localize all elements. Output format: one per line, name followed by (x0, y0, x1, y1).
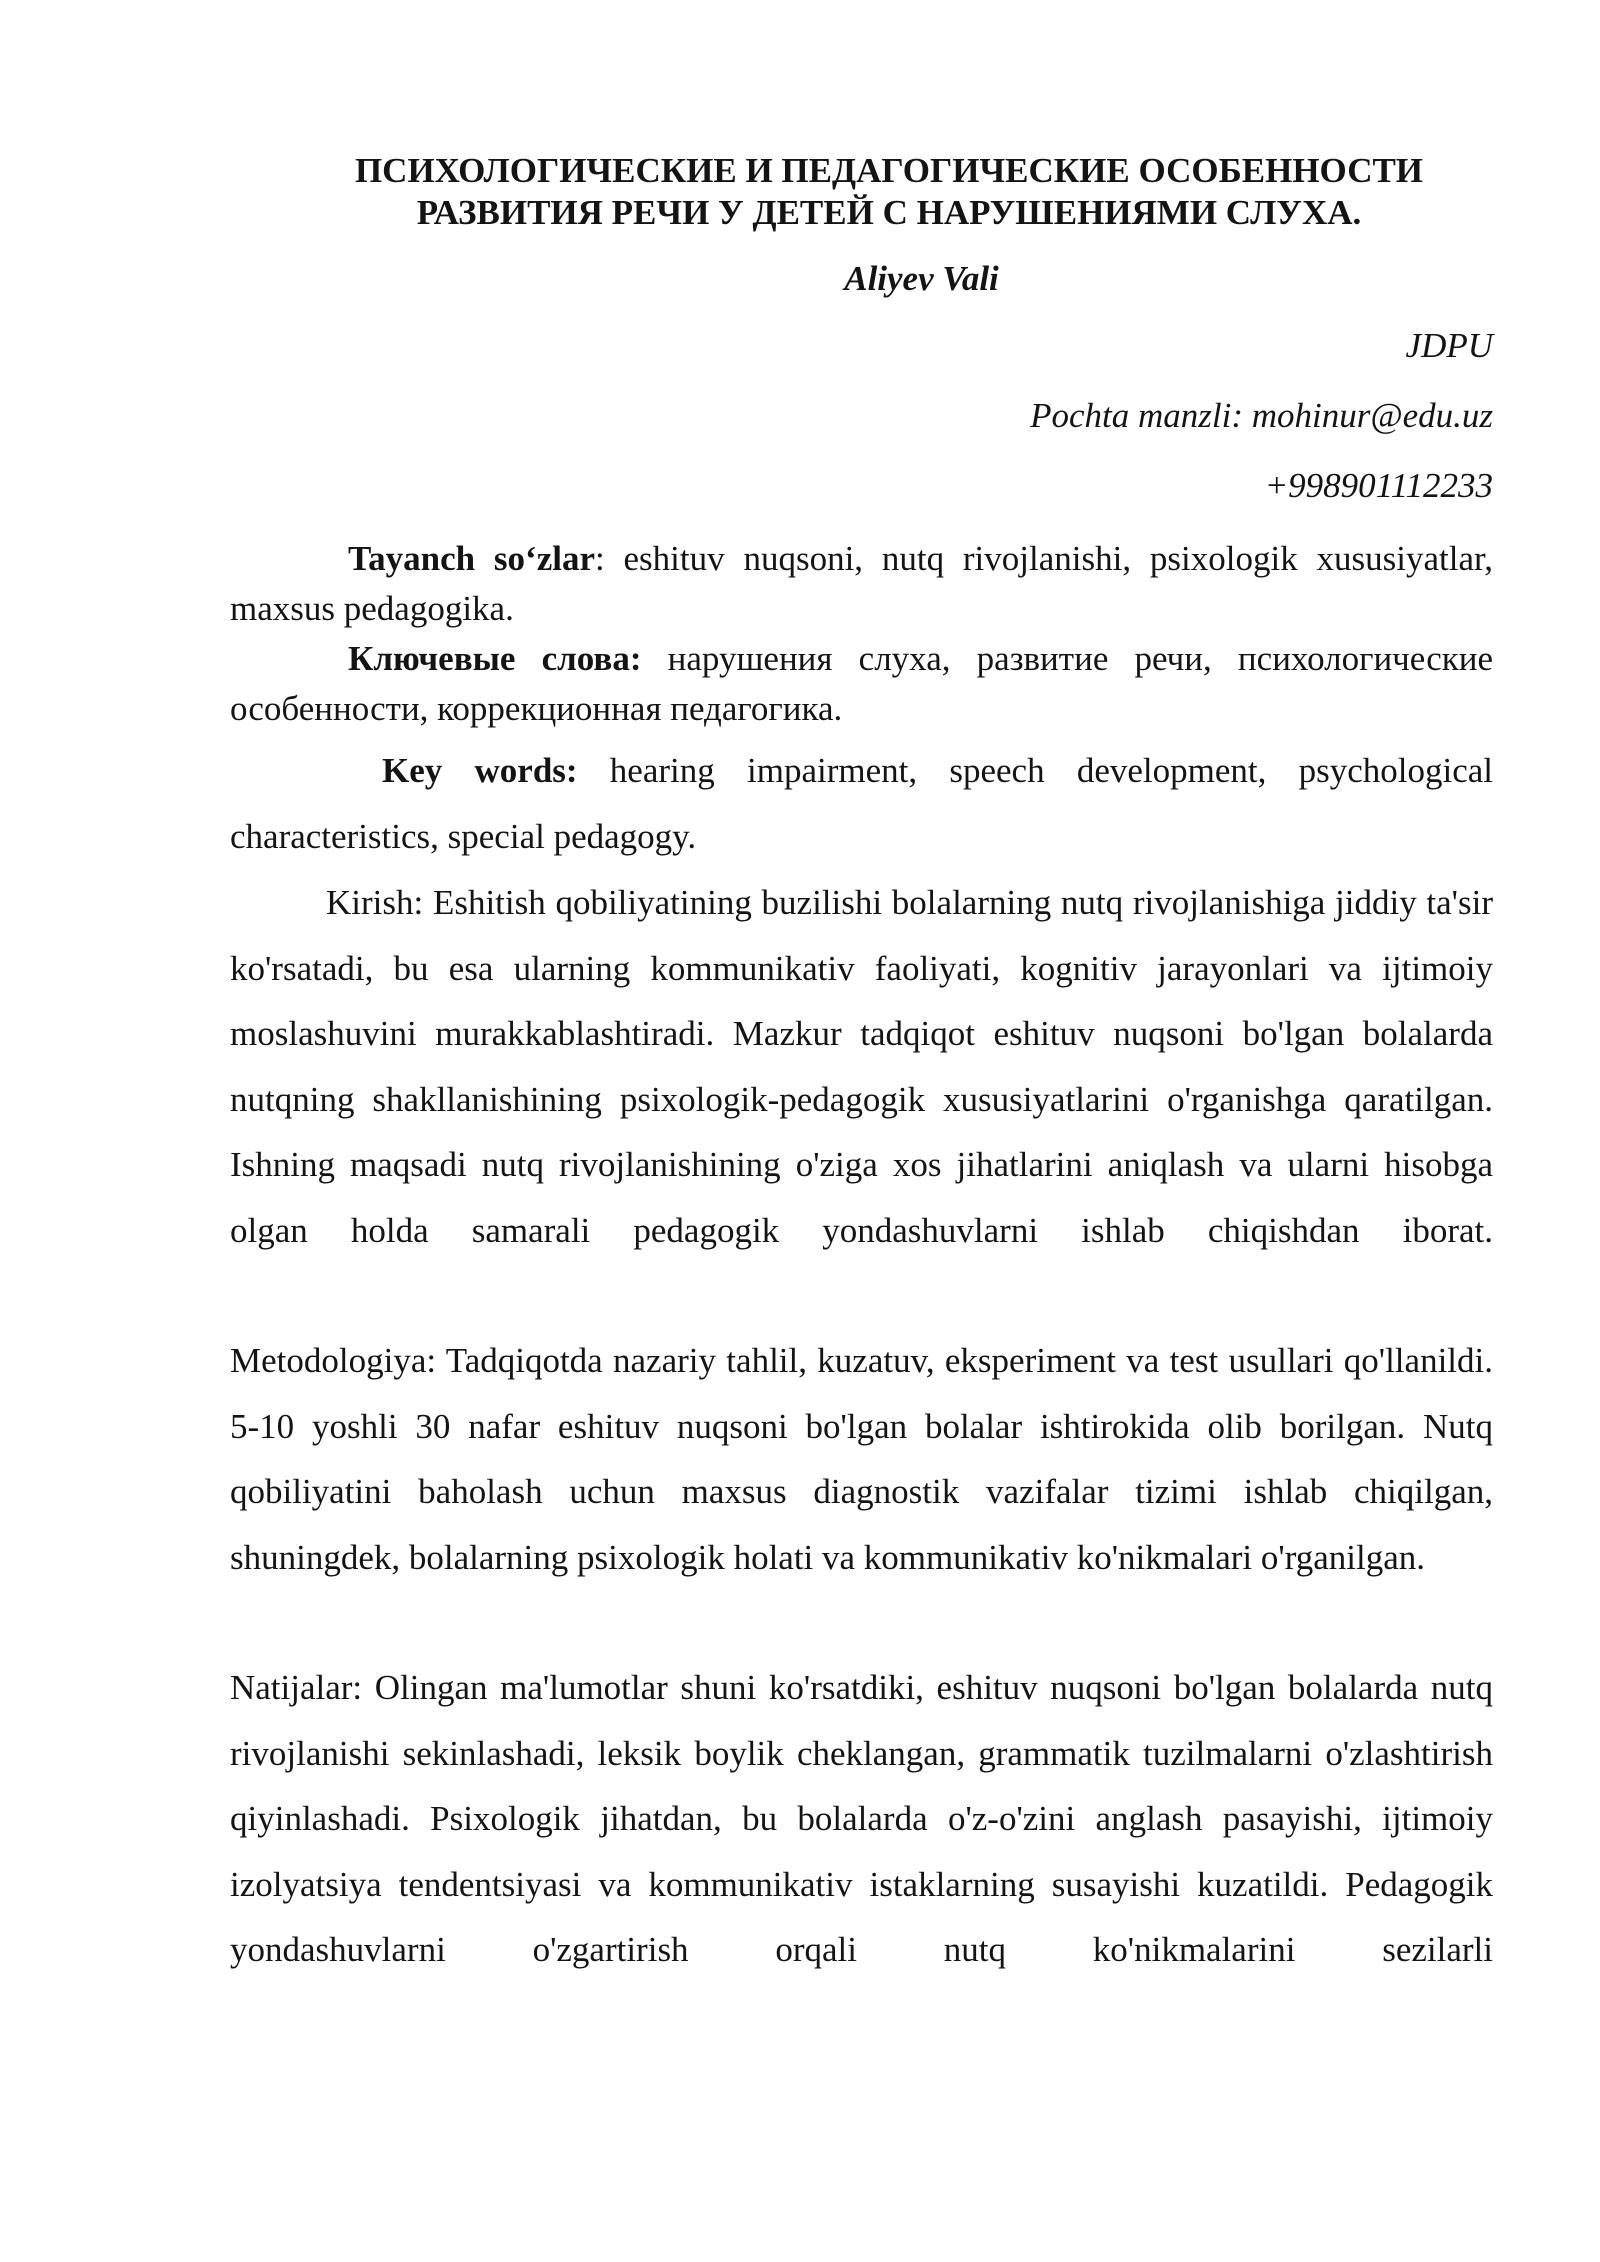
keywords-ru (230, 634, 1493, 734)
keywords-ru-text: нарушения слуха, развитие речи, психологические особенности, коррекционная педагогика. (230, 639, 1493, 728)
affiliation: JDPU (1405, 326, 1493, 365)
title-line-1: ПСИХОЛОГИЧЕСКИЕ И ПЕДАГОГИЧЕСКИЕ ОСОБЕННОСТИ (354, 151, 1424, 190)
keywords-uz-label: Tayanch so‘zlar (348, 539, 595, 578)
author-name: Aliyev Vali (844, 259, 999, 298)
email-line: Pochta manzli: mohinur@edu.uz (1030, 396, 1493, 435)
title-line-2: РАЗВИТИЯ РЕЧИ У ДЕТЕЙ С НАРУШЕНИЯМИ СЛУХА. (416, 193, 1362, 232)
keywords-uz (230, 534, 1493, 634)
article-title (230, 150, 1493, 234)
keywords-en (230, 738, 1493, 870)
article-body (230, 150, 1493, 1983)
results-paragraph: Natijalar: Olingan ma'lumotlar shuni ko'rsatdiki, eshituv nuqsoni bo'lgan bolalarda nutq rivojlanishi sekinlashadi, leksik boylik cheklangan, grammatik tuzilmalarni o'zlashtirish qiyinlashadi. Psixologik jihatdan, bu bolalarda o'z-o'zini anglash pasayishi, ijtimoiy izolyatsiya tendentsiyasi va kommunikativ istaklarning susayishi kuzatildi. Pedagogik yondashuvlarni o'zgartirish orqali nutq ko'nikmalarini sezilarli (230, 1668, 1493, 1969)
methodology-paragraph: Metodologiya: Tadqiqotda nazariy tahlil, kuzatuv, eksperiment va test usullari qo'llanildi. 5-10 yoshli 30 nafar eshituv nuqsoni bo'lgan bolalar ishtirokida olib borilgan. Nutq qobiliyatini baholash uchun maxsus diagnostik vazifalar tizimi ishlab chiqilgan, shuningdek, bolalarning psixologik holati va kommunikativ ko'nikmalari o'rganilgan. (230, 1341, 1493, 1577)
keywords-en-text: hearing impairment, speech development, psychological characteristics, special pedagogy. (230, 751, 1493, 856)
phone-number: +998901112233 (1264, 466, 1493, 505)
introduction-paragraph: Kirish: Eshitish qobiliyatining buzilishi bolalarning nutq rivojlanishiga jiddiy ta'sir ko'rsatadi, bu esa ularning kommunikativ faoliyati, kognitiv jarayonlari va ijtimoiy moslashuvini murakkablashtiradi. Mazkur tadqiqot eshituv nuqsoni bo'lgan bolalarda nutqning shakllanishining psixologik-pedagogik xususiyatlarini o'rganishga qaratilgan. Ishning maqsadi nutq rivojlanishining o'ziga xos jihatlarini aniqlash va ularni hisobga olgan holda samarali pedagogik yondashuvlarni ishlab chiqishdan iborat. (230, 883, 1493, 1250)
keywords-en-label: Key words: (382, 751, 578, 790)
keywords-ru-label: Ключевые слова: (348, 639, 642, 678)
keywords-uz-text: : eshituv nuqsoni, nutq rivojlanishi, psixologik xususiyatlar, maxsus pedagogika. (230, 539, 1493, 628)
